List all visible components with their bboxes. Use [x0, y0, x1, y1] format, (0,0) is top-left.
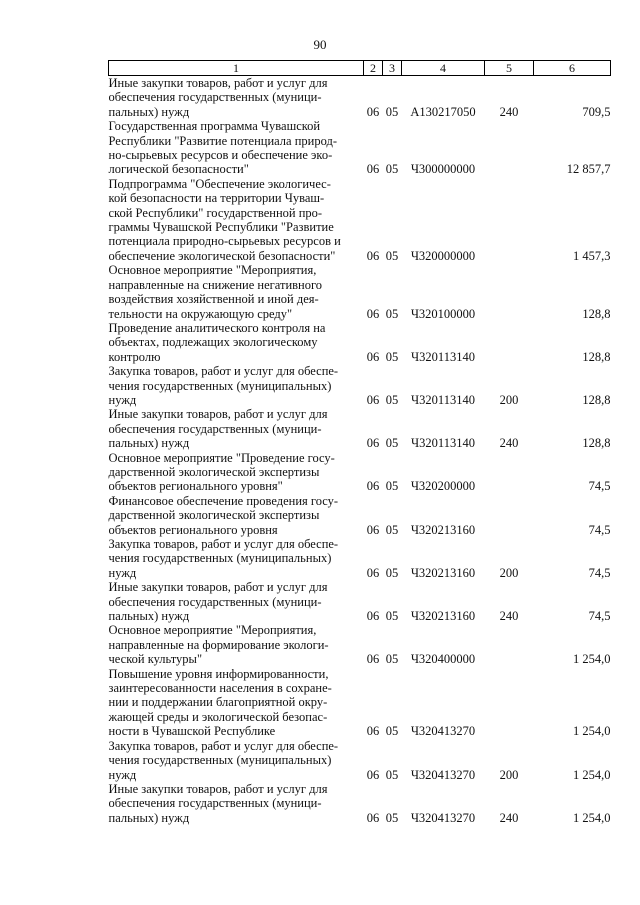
expense-type-code [485, 119, 534, 177]
row-description [109, 177, 364, 263]
row-description [109, 263, 364, 321]
description-line: пальных) нужд [108, 436, 190, 451]
description-line: пальных) нужд [108, 609, 190, 624]
description-line: чения государственных (муниципальных) [108, 753, 332, 768]
subsection-code: 05 [385, 609, 399, 624]
expense-type-code: 240 [499, 609, 519, 624]
target-article-code: Ч320413270 [410, 724, 476, 739]
subsection-code: 05 [385, 162, 399, 177]
description-line: обеспечения государственных (муници- [108, 594, 322, 609]
description-line: Основное мероприятие "Проведение госу- [108, 450, 335, 465]
table-row [109, 623, 611, 666]
row-description [109, 451, 364, 494]
header-col-5: 5 [485, 61, 534, 76]
target-article-code: Ч320113140 [411, 349, 475, 364]
description-line: дарственной экологической экспертизы [108, 464, 320, 479]
subsection-code: 05 [385, 392, 399, 407]
section-code: 06 [366, 162, 380, 177]
row-description [109, 667, 364, 739]
description-line: нии и поддержании благоприятной окру- [108, 695, 328, 710]
description-line: Повышение уровня информированности, [108, 666, 329, 681]
row-description [109, 364, 364, 407]
description-line: обеспечения государственных (муници- [108, 90, 322, 105]
description-line: направленные на формирование экологи- [108, 637, 329, 652]
subsection-code: 05 [385, 349, 399, 364]
section-code: 06 [366, 392, 380, 407]
description-line: чения государственных (муниципальных) [108, 378, 332, 393]
target-article-code: А130217050 [410, 104, 476, 119]
target-article-code: Ч320213160 [410, 522, 476, 537]
target-article-code: Ч320413270 [410, 767, 476, 782]
table-row [109, 739, 611, 782]
subsection-code: 05 [385, 479, 399, 494]
table-row [109, 119, 611, 177]
subsection-code: 05 [385, 724, 399, 739]
description-line: воздействия хозяйственной и иной дея- [108, 292, 319, 307]
section-code: 06 [366, 248, 380, 263]
description-line: обеспечения государственных (муници- [108, 796, 322, 811]
target-article-code: Ч320113140 [411, 436, 475, 451]
row-description [109, 407, 364, 450]
row-description [109, 580, 364, 623]
section-code: 06 [366, 104, 380, 119]
table-row [109, 667, 611, 739]
description-line: Подпрограмма "Обеспечение экологичес- [108, 176, 331, 191]
target-article-code: Ч320000000 [410, 248, 476, 263]
section-code: 06 [366, 479, 380, 494]
target-article-code: Ч300000000 [410, 162, 476, 177]
description-line: Иные закупки товаров, работ и услуг для [108, 407, 328, 422]
subsection-code: 05 [385, 767, 399, 782]
description-line: нужд [108, 767, 137, 782]
row-description [109, 739, 364, 782]
description-line: Республики "Развитие потенциала природ- [108, 133, 338, 148]
description-line: пальных) нужд [108, 810, 190, 825]
expense-type-code: 200 [499, 392, 519, 407]
section-code: 06 [366, 565, 380, 580]
amount-value: 1 254,0 [573, 652, 611, 667]
description-line: объектов регионального уровня" [108, 479, 283, 494]
table-row [109, 407, 611, 450]
amount-value: 74,5 [588, 522, 611, 537]
description-line: ской Республики" государственной про- [108, 205, 323, 220]
table-row [109, 364, 611, 407]
description-line: нужд [108, 392, 137, 407]
amount-value: 128,8 [582, 436, 611, 451]
subsection-code: 05 [385, 104, 399, 119]
section-code: 06 [366, 767, 380, 782]
target-article-code: Ч320100000 [410, 306, 476, 321]
amount-value: 128,8 [582, 392, 611, 407]
description-line: граммы Чувашской Республики "Развитие [108, 220, 334, 235]
table-row [109, 782, 611, 825]
amount-value: 74,5 [588, 565, 611, 580]
expense-type-code [485, 263, 534, 321]
description-line: Основное мероприятие "Мероприятия, [108, 263, 317, 278]
row-description [109, 782, 364, 825]
target-article-code: Ч320400000 [410, 652, 476, 667]
description-line: чения государственных (муниципальных) [108, 551, 332, 566]
description-line: контролю [108, 349, 161, 364]
budget-table [108, 60, 611, 825]
header-col-4: 4 [402, 61, 485, 76]
expense-type-code: 240 [499, 104, 519, 119]
subsection-code: 05 [385, 652, 399, 667]
header-col-6: 6 [534, 61, 611, 76]
table-row [109, 263, 611, 321]
description-line: потенциала природно-сырьевых ресурсов и [108, 234, 341, 249]
amount-value: 1 254,0 [573, 767, 611, 782]
description-line: Проведение аналитического контроля на [108, 320, 326, 335]
row-description [109, 537, 364, 580]
description-line: объектах, подлежащих экологическому [108, 335, 318, 350]
target-article-code: Ч320113140 [411, 392, 475, 407]
header-col-2: 2 [364, 61, 383, 76]
row-description [109, 76, 364, 120]
table-row [109, 321, 611, 364]
amount-value: 128,8 [582, 306, 611, 321]
description-line: тельности на окружающую среду" [108, 306, 293, 321]
subsection-code: 05 [385, 436, 399, 451]
table-row [109, 494, 611, 537]
description-line: Иные закупки товаров, работ и услуг для [108, 781, 328, 796]
subsection-code: 05 [385, 248, 399, 263]
expense-type-code [485, 494, 534, 537]
expense-type-code: 240 [499, 436, 519, 451]
subsection-code: 05 [385, 810, 399, 825]
row-description [109, 623, 364, 666]
description-line: Иные закупки товаров, работ и услуг для [108, 580, 328, 595]
description-line: обеспечение экологической безопасности" [108, 248, 336, 263]
section-code: 06 [366, 349, 380, 364]
expense-type-code [485, 667, 534, 739]
table-header-row [109, 61, 611, 76]
table-body [109, 76, 611, 826]
section-code: 06 [366, 306, 380, 321]
description-line: обеспечения государственных (муници- [108, 421, 322, 436]
table-row [109, 177, 611, 263]
description-line: заинтересованности населения в сохране- [108, 681, 332, 696]
description-line: пальных) нужд [108, 104, 190, 119]
page-number: 90 [313, 37, 327, 52]
description-line: объектов регионального уровня [108, 522, 278, 537]
description-line: Закупка товаров, работ и услуг для обеспе- [108, 738, 339, 753]
description-line: Закупка товаров, работ и услуг для обеспе- [108, 364, 339, 379]
section-code: 06 [366, 652, 380, 667]
section-code: 06 [366, 810, 380, 825]
table-row [109, 537, 611, 580]
amount-value: 12 857,7 [566, 162, 611, 177]
amount-value: 1 254,0 [573, 724, 611, 739]
expense-type-code [485, 623, 534, 666]
row-description [109, 494, 364, 537]
row-description [109, 321, 364, 364]
description-line: Закупка товаров, работ и услуг для обеспе- [108, 537, 339, 551]
target-article-code: Ч320200000 [410, 479, 476, 494]
section-code: 06 [366, 436, 380, 451]
expense-type-code [485, 321, 534, 364]
table-row [109, 580, 611, 623]
subsection-code: 05 [385, 565, 399, 580]
header-col-3: 3 [383, 61, 402, 76]
description-line: Государственная программа Чувашской [108, 119, 321, 134]
description-line: кой безопасности на территории Чуваш- [108, 191, 325, 206]
description-line: Основное мероприятие "Мероприятия, [108, 623, 317, 638]
description-line: но-сырьевых ресурсов и обеспечение эко- [108, 148, 333, 163]
description-line: ческой культуры" [108, 652, 203, 667]
expense-type-code [485, 451, 534, 494]
expense-type-code [485, 177, 534, 263]
description-line: направленные на снижение негативного [108, 277, 323, 292]
amount-value: 74,5 [588, 609, 611, 624]
description-line: дарственной экологической экспертизы [108, 508, 320, 523]
subsection-code: 05 [385, 306, 399, 321]
target-article-code: Ч320213160 [410, 565, 476, 580]
section-code: 06 [366, 609, 380, 624]
amount-value: 74,5 [588, 479, 611, 494]
description-line: логической безопасности" [108, 162, 249, 177]
table-row [109, 451, 611, 494]
table-row [109, 76, 611, 120]
amount-value: 709,5 [582, 104, 611, 119]
description-line: Финансовое обеспечение проведения госу- [108, 493, 339, 508]
amount-value: 1 254,0 [573, 810, 611, 825]
description-line: Иные закупки товаров, работ и услуг для [108, 76, 328, 90]
section-code: 06 [366, 724, 380, 739]
expense-type-code: 200 [499, 767, 519, 782]
target-article-code: Ч320213160 [410, 609, 476, 624]
header-col-1: 1 [109, 61, 364, 76]
section-code: 06 [366, 522, 380, 537]
target-article-code: Ч320413270 [410, 810, 476, 825]
subsection-code: 05 [385, 522, 399, 537]
amount-value: 1 457,3 [573, 248, 611, 263]
description-line: ности в Чувашской Республике [108, 724, 276, 739]
expense-type-code: 200 [499, 565, 519, 580]
description-line: жающей среды и экологической безопас- [108, 709, 328, 724]
expense-type-code: 240 [499, 810, 519, 825]
amount-value: 128,8 [582, 349, 611, 364]
description-line: нужд [108, 565, 137, 580]
row-description [109, 119, 364, 177]
